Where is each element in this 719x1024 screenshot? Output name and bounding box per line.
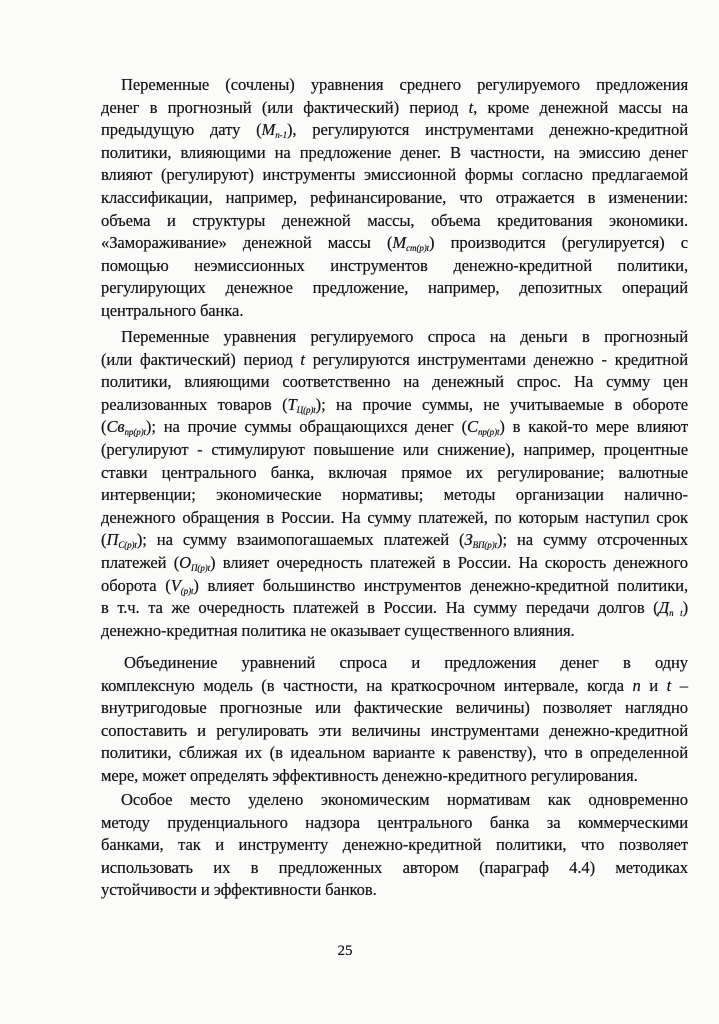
text-line: в т.ч. та же очередность платежей в России. На сумму передачи долгов $(Д_{п t})$	[101, 598, 689, 619]
text-line: оборота $(V_{(p)t})$ влияет большинство инструментов денежно-кредитной политики,	[101, 575, 688, 596]
variable-symbol: $О_{П(p)t}$	[179, 552, 211, 573]
text-line: интервенции; экономические нормативы; методы организации налично-	[101, 485, 688, 505]
variable-symbol: $З_{ВП(p)t}$	[464, 530, 498, 551]
text-line: политики, влияющими соответственно на денежный спрос. На сумму цен	[101, 372, 688, 392]
paragraph-economic-norms	[101, 789, 688, 902]
text-line: Переменные уравнения регулируемого спроса на деньги в прогнозный	[121, 327, 688, 346]
text-line: Переменные (сочлены) уравнения среднего регулируемого предложения	[121, 75, 688, 94]
variable-symbol: $П_{С(p)t}$	[106, 530, 137, 551]
variable-symbol: $T_{Ц(p)t}$	[287, 394, 316, 415]
text-line: сопоставить и регулировать эти величины инструментами денежно-кредитной	[101, 720, 688, 740]
variable-subscript: (p)t	[180, 585, 194, 596]
variable-subscript: П(p)t	[191, 562, 211, 573]
text-line: предыдущую дату $(M_{n-1})$, регулируются инструментами денежно-кредитной	[101, 120, 688, 141]
text-line: помощью неэмиссионных инструментов денежно-кредитной политики,	[101, 255, 688, 275]
paragraph-money-demand	[101, 326, 688, 642]
text-line: банками, так и инструменту денежно-кредитной политики, что позволяет	[101, 835, 688, 855]
variable-symbol: t	[468, 97, 474, 117]
text-line: $(П_{С(p)t})$; на сумму взаимопогашаемых платежей $(З_{ВП(p)t})$; на сумму отсроченных	[101, 530, 689, 551]
page-number: 25	[337, 943, 353, 959]
variable-subscript: cm(p)t	[406, 243, 430, 254]
variable-subscript: ВП(p)t	[472, 540, 498, 551]
text-line: (регулируют - стимулируют повышение или снижение), например, процентные	[101, 439, 688, 459]
text-line: влияют (регулируют) инструменты эмиссионной формы согласно предлагаемой	[101, 165, 688, 185]
text-line: использовать их в предложенных автором (параграф 4.4) методиках	[101, 857, 688, 877]
text-line: Объединение уравнений спроса и предложения денег в одну	[124, 653, 688, 672]
text-line: «Замораживание» денежной массы $(M_{cm(p)t})$ производится (регулируется) с	[101, 233, 688, 254]
variable-subscript: п t	[669, 608, 683, 619]
text-line: Особое место уделено экономическим нормативам как одновременно	[121, 790, 688, 809]
variable-symbol: $V_{(p)t}$	[170, 575, 194, 596]
text-line: политики, влияющими на предложение денег. В частности, на эмиссию денег	[101, 142, 688, 162]
text-line: денежного обращения в России. На сумму платежей, по которым наступил срок	[101, 507, 688, 527]
text-line: политики, сближая их (в идеальном варианте к равенству), что в определенной	[101, 743, 688, 763]
text-line: классификации, например, рефинансирование, что отражается в изменении:	[101, 187, 688, 207]
paragraph-money-supply	[101, 74, 688, 323]
variable-symbol: $M_{n-1}$	[261, 120, 287, 141]
variable-symbol: $Д_{п t}$	[658, 598, 683, 619]
text-line: регулирующих денежное предложение, например, депозитных операций	[101, 278, 688, 298]
text-line: (или фактический) период t регулируются инструментами денежно - кредитной	[101, 349, 688, 369]
variable-subscript: n-1	[275, 130, 287, 141]
variable-subscript: пр(p)t	[124, 427, 146, 438]
text-line: методу пруденциального надзора центрального банка за коммерческими	[101, 812, 688, 832]
variable-symbol: t	[666, 675, 672, 695]
variable-symbol: $Св_{пр(p)t}$	[106, 417, 146, 438]
text-line: ставки центрального банка, включая прямое их регулирование; валютные	[101, 462, 688, 482]
text-line: объема и структуры денежной массы, объема кредитования экономики.	[101, 210, 688, 230]
text-line: $(Св_{пр(p)t})$; на прочие суммы обращающихся денег $(С_{пр(p)t})$ в какой-то мере влияют	[101, 417, 688, 438]
variable-symbol: t	[300, 349, 305, 369]
text-line: реализованных товаров $(T_{Ц(p)t})$; на прочие суммы, не учитываемые в обороте	[101, 394, 688, 415]
variable-symbol: $M_{cm(p)t}$	[392, 233, 430, 254]
text-line: внутригодовые прогнозные или фактические величины) позволяет наглядно	[101, 698, 688, 718]
variable-subscript: пр(p)t	[477, 427, 500, 438]
text-line: денег в прогнозный (или фактический) период t, кроме денежной массы на	[101, 97, 688, 117]
text-line: устойчивости и эффективности банков.	[101, 880, 377, 900]
variable-subscript: С(p)t	[118, 540, 137, 551]
variable-subscript: Ц(p)t	[296, 404, 316, 415]
variable-symbol: $С_{пр(p)t}$	[467, 417, 500, 438]
text-line: мере, может определять эффективность денежно-кредитного регулирования.	[101, 765, 638, 785]
text-line: денежно-кредитная политика не оказывает существенного влияния.	[101, 620, 575, 640]
text-line: центрального банка.	[101, 300, 244, 320]
text-line: платежей $(О_{П(p)t})$ влияет очередность платежей в России. На скорость денежного	[101, 552, 688, 573]
paragraph-combined-model	[101, 652, 688, 788]
text-line: комплексную модель (в частности, на краткосрочном интервале, когда n и t –	[101, 675, 688, 695]
variable-symbol: n	[632, 675, 641, 695]
